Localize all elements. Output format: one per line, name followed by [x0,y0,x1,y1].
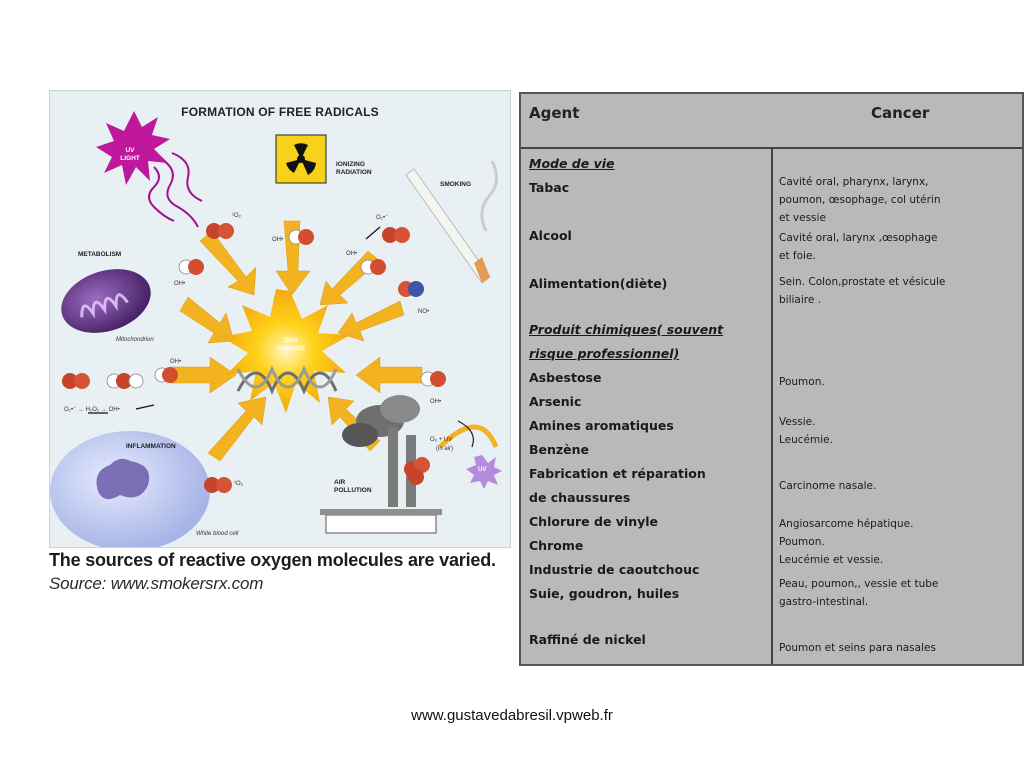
mitochondrion-label: Mitochondrion [116,337,154,343]
metabolism-chain-label: O₂•⁻ → H₂O₂ → OH• [64,407,120,413]
superoxide-label: O₂•⁻ [376,215,389,221]
agent-cell: Asbestose [529,370,602,385]
uv-small-label: UV [478,467,487,473]
cancer-cell: Poumon. [779,536,825,548]
agent-cell: Fabrication et réparation [529,466,706,481]
smoking-label: SMOKING [440,181,472,188]
agent-cell: Alimentation(diète) [529,276,668,291]
cancer-cell: poumon, œsophage, col utérin [779,194,941,206]
uv-light-burst [96,111,202,227]
column-divider [771,149,773,664]
figure-caption: The sources of reactive oxygen molecules are varied. [49,550,496,570]
agent-cell: de chaussures [529,490,631,505]
agent-cell: Benzène [529,442,590,457]
cancer-cell: gastro-intestinal. [779,596,869,608]
agent-cell: Amines aromatiques [529,418,674,433]
molecule-inflammation [204,477,232,493]
molecule-metab [179,259,204,275]
agent-cell: Suie, goudron, huiles [529,586,680,601]
inflammation-label: INFLAMMATION [126,443,176,450]
hydroxyl-label-d: OH• [170,359,182,365]
figure-title: FORMATION OF FREE RADICALS [181,105,379,119]
air-pollution-label: AIR POLLUTION [334,479,372,494]
molecule-smoking-a [382,227,410,243]
agent-cell: Arsenic [529,394,582,409]
agent-cell: Industrie de caoutchouc [529,562,700,577]
arrow-smoking [320,251,380,305]
molecule-left-2 [107,373,143,389]
cancer-cell: et foie. [779,250,816,262]
nitric-oxide-label: NO• [418,309,430,315]
header-cancer: Cancer [871,104,930,122]
table-header [521,94,1022,149]
cancer-cell: Peau, poumon,, vessie et tube [779,578,939,590]
arrow-uv [200,231,256,295]
cigarette [406,161,497,283]
hydroxyl-label-c: OH• [346,251,358,257]
table-section-heading: Produit chimiques( souvent [529,322,724,337]
cancer-cell: biliaire . [779,294,821,306]
figure-source: Source: www.smokersrx.com [49,574,264,593]
molecule-no [398,281,424,297]
hydroxyl-label-a: OH• [174,281,186,287]
hydroxyl-label-e: OH• [430,399,442,405]
cancer-cell: et vessie [779,212,826,224]
cancer-cell: Poumon et seins para nasales [779,642,936,654]
molecule-right [421,371,446,387]
cancer-cell: Angiosarcome hépatique. [779,518,914,530]
metabolism-label: METABOLISM [78,251,122,258]
cancer-cell: Cavité oral, pharynx, larynx, [779,176,929,188]
cancer-cell: Leucémie et vessie. [779,554,884,566]
free-radicals-figure [49,90,511,548]
singlet-oxygen-label-a: ¹O₂ [232,213,241,219]
agent-cell: Chlorure de vinyle [529,514,659,529]
molecule-left-1 [62,373,90,389]
arrow-metabolism [180,297,234,343]
molecule-smoking-b [361,259,386,275]
hydroxyl-label-b: OH• [272,237,284,243]
ionizing-radiation-label: IONIZING RADIATION [336,161,372,176]
singlet-oxygen-label-b: ¹O₂ [234,481,243,487]
agent-cell: Tabac [529,180,570,195]
cancer-cell: Poumon. [779,376,825,388]
agent-cell: Raffiné de nickel [529,632,646,647]
molecule-ionizing [289,229,314,245]
cancer-cell: Carcinome nasale. [779,480,877,492]
arrow-inflammation [208,397,266,461]
agent-cell: Chrome [529,538,584,553]
in-air-label: (in air) [436,446,454,452]
footer-url: www.gustavedabresil.vpweb.fr [411,707,613,724]
arrow-right [356,357,422,393]
cancer-cell: Vessie. [779,416,816,428]
table-section-heading: Mode de vie [529,156,615,171]
header-agent: Agent [529,104,580,122]
molecule-left-3 [155,367,178,383]
ozone-uv-label: O₃ + UV [430,437,453,443]
white-blood-cell-label: White blood cell [196,531,239,537]
agent-cell: Alcool [529,228,572,243]
table-section-heading: risque professionnel) [529,346,680,361]
cancer-cell: Leucémie. [779,434,833,446]
mitochondrion [53,258,159,343]
cancer-cell: Cavité oral, larynx ,œsophage [779,232,938,244]
radiation-sign [276,135,326,183]
agent-cancer-table [519,92,1024,666]
molecule-uv [206,223,234,239]
cancer-cell: Sein. Colon,prostate et vésicule [779,276,946,288]
uv-light-label: UV LIGHT [120,147,140,162]
dna-damage-label: DNA DAMAGE [276,337,306,352]
